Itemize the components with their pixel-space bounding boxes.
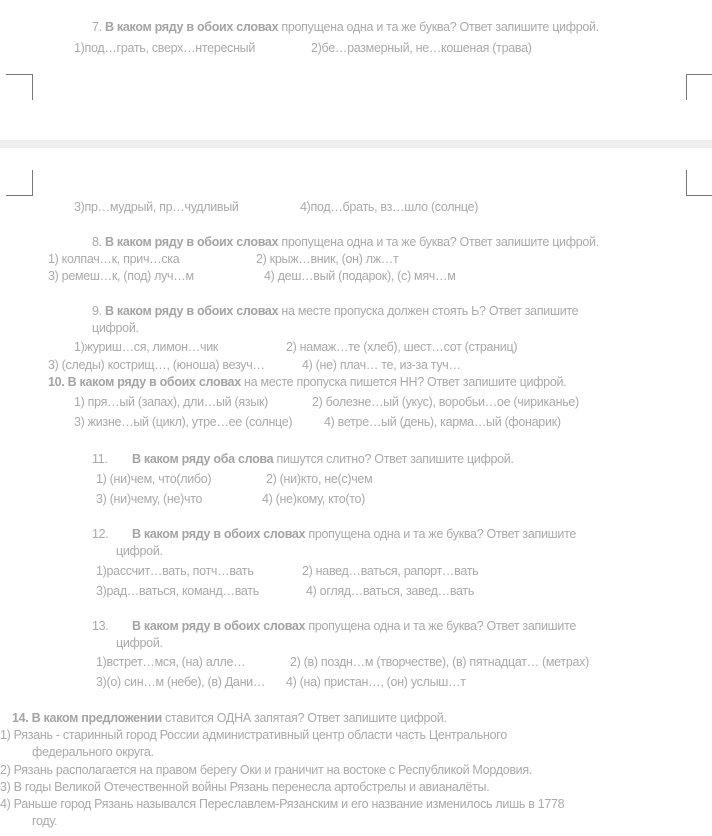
question-13-option-4: 4) (на) пристан…, (он) услыш…т xyxy=(286,675,466,689)
question-11-option-1: 1) (ни)чем, что(либо) xyxy=(96,472,212,486)
question-7-heading xyxy=(92,19,599,35)
question-7-option-4: 4)под…брать, вз…шло (солнце) xyxy=(300,200,479,214)
question-13-heading-cont: цифрой. xyxy=(116,636,163,650)
question-10-option-1: 1) пря…ый (запах), дли…ый (язык) xyxy=(74,395,268,409)
question-bold: В каком ряду в обоих словах xyxy=(105,304,279,318)
question-14-sentence-2: 2) Рязань располагается на правом берегу Оки и граничит на востоке с Республикой Мордовия. xyxy=(0,763,533,777)
crop-mark-bottom-right-v xyxy=(686,170,687,196)
page-break-gap xyxy=(0,140,712,148)
question-12-option-4: 4) огляд…ваться, завед…вать xyxy=(306,584,475,598)
question-8-option-3: 3) ремеш…к, (под) луч…м xyxy=(48,269,194,283)
question-14-sentence-3: 3) В годы Великой Отечественной войны Рязань перенесла артобстрелы и авианалёты. xyxy=(0,780,490,794)
question-14-sentence-4-cont: году. xyxy=(32,814,58,828)
crop-mark-bottom-right-h xyxy=(686,195,712,196)
question-8-option-1: 1) колпач…к, прич…ска xyxy=(48,252,180,266)
question-text: на месте пропуска должен стоять Ь? Ответ запишите xyxy=(278,304,579,318)
question-text: пишутся слитно? Ответ запишите цифрой. xyxy=(273,452,514,466)
question-8-option-4: 4) деш…вый (подарок), (с) мяч…м xyxy=(264,269,456,283)
question-number: 13. xyxy=(92,619,109,633)
question-13-heading xyxy=(92,618,576,634)
question-13-option-2: 2) (в) поздн…м (творчестве), (в) пятнадцат… (метрах) xyxy=(290,655,589,669)
question-9-option-3: 3) (следы) кострищ…, (юноша) везуч… xyxy=(48,358,265,372)
question-8-option-2: 2) крыж…вник, (он) лж…т xyxy=(256,252,399,266)
question-13-option-1: 1)встрет…мся, (на) алле… xyxy=(96,655,246,669)
question-number: 11. xyxy=(92,452,108,466)
question-text: пропущена одна и та же буква? Ответ запишите xyxy=(305,619,577,633)
question-9-option-1: 1)журиш…ся, лимон…чик xyxy=(74,340,219,354)
question-bold: 14. В каком предложении xyxy=(12,711,162,725)
question-10-option-3: 3) жизне…ый (цикл), утре…ее (солнце) xyxy=(74,415,293,429)
question-12-option-3: 3)рад…ваться, команд…вать xyxy=(96,584,259,598)
question-10-option-2: 2) болезне…ый (укус), воробьи…ое (чириканье) xyxy=(312,395,579,409)
question-7-option-3: 3)пр…мудрый, пр…чудливый xyxy=(74,200,239,214)
question-12-option-1: 1)рассчит…вать, потч…вать xyxy=(96,564,254,578)
crop-mark-top-left-h xyxy=(6,74,32,75)
question-10-option-4: 4) ветре…ый (день), карма…ый (фонарик) xyxy=(324,415,561,429)
question-number: 9. xyxy=(92,304,102,318)
question-13-option-3: 3)(о) син…м (небе), (в) Дани… xyxy=(96,675,266,689)
question-9-option-4: 4) (не) плач… те, из-за туч… xyxy=(302,358,461,372)
question-11-heading xyxy=(92,451,514,467)
question-bold: В каком ряду в обоих словах xyxy=(132,527,306,541)
question-bold: В каком ряду в обоих словах xyxy=(105,20,279,34)
question-14-sentence-4: 4) Раньше город Рязань назывался Переславлем-Рязанским и его название изменилось лишь в 1778 xyxy=(0,797,565,811)
question-text: пропущена одна и та же буква? Ответ запишите цифрой. xyxy=(278,20,599,34)
question-number: 12. xyxy=(92,527,109,541)
question-12-heading-cont: цифрой. xyxy=(116,544,163,558)
crop-mark-top-right-v xyxy=(686,74,687,100)
question-8-heading xyxy=(92,234,599,250)
question-12-option-2: 2) навед…ваться, рапорт…вать xyxy=(302,564,479,578)
question-11-option-2: 2) (ни)кто, не(с)чем xyxy=(266,472,373,486)
question-text: пропущена одна и та же буква? Ответ запишите цифрой. xyxy=(278,235,599,249)
question-9-heading xyxy=(92,303,578,319)
question-text: на месте пропуска пишется НН? Ответ запишите цифрой. xyxy=(240,375,567,389)
question-14-sentence-1-cont: федерального округа. xyxy=(32,745,154,759)
question-bold: 10. В каком ряду в обоих словах xyxy=(48,375,241,389)
crop-mark-bottom-left-v xyxy=(32,170,33,196)
question-11-option-4: 4) (не)кому, кто(то) xyxy=(262,492,366,506)
question-9-option-2: 2) намаж…те (хлеб), шест…сот (страниц) xyxy=(286,340,518,354)
question-bold: В каком ряду оба слова xyxy=(132,452,274,466)
question-text: пропущена одна и та же буква? Ответ запишите xyxy=(305,527,577,541)
question-12-heading xyxy=(92,526,576,542)
question-9-heading-cont: цифрой. xyxy=(92,321,139,335)
crop-mark-bottom-left-h xyxy=(6,195,32,196)
question-bold: В каком ряду в обоих словах xyxy=(105,235,279,249)
question-7-option-1: 1)под…грать, сверх…нтересный xyxy=(74,41,256,55)
crop-mark-top-right-h xyxy=(686,74,712,75)
crop-mark-top-left-v xyxy=(32,74,33,100)
question-number: 8. xyxy=(92,235,102,249)
question-text: ставится ОДНА запятая? Ответ запишите цифрой. xyxy=(161,711,447,725)
question-bold: В каком ряду в обоих словах xyxy=(132,619,306,633)
question-14-sentence-1: 1) Рязань - старинный город России административный центр области часть Центрального xyxy=(0,728,507,742)
question-14-heading xyxy=(12,710,447,726)
question-number: 7. xyxy=(92,20,102,34)
question-10-heading xyxy=(48,374,566,390)
question-11-option-3: 3) (ни)чему, (не)что xyxy=(96,492,203,506)
question-7-option-2: 2)бе…размерный, не…кошеная (трава) xyxy=(311,41,532,55)
